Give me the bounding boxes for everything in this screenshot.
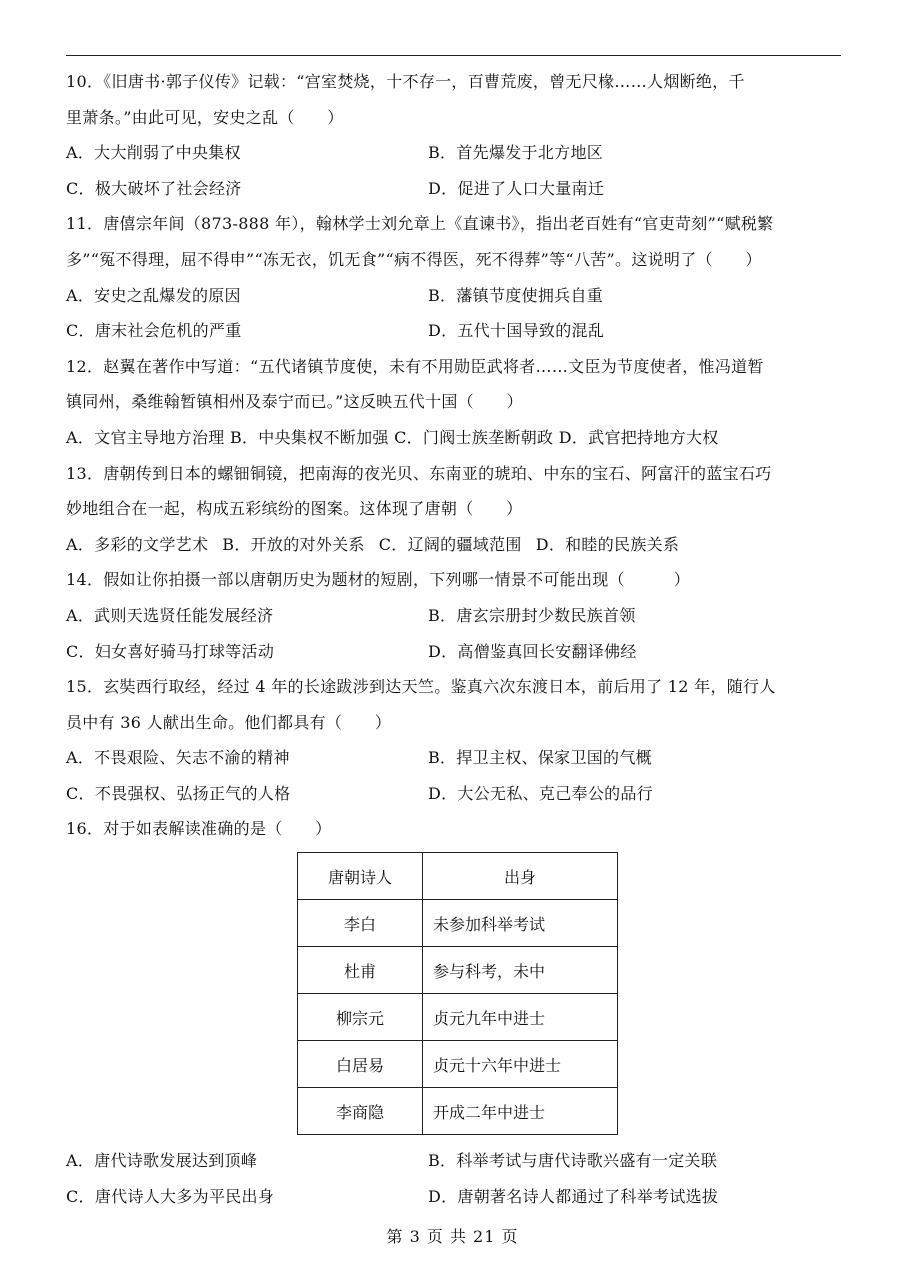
page-number: 第 3 页 共 21 页 [386,1227,519,1246]
option-row [66,313,841,349]
option-row-inline[interactable]: A．文官主导地方治理 B．中央集权不断加强 C．门阀士族垄断朝政 D．武官把持地方大权 [66,427,719,447]
option-a[interactable]: A．武则天选贤任能发展经济 [66,605,274,625]
question-16 [66,811,841,1214]
table-header: 唐朝诗人 [298,853,423,900]
option-d[interactable]: D．高僧鉴真回长安翻译佛经 [428,641,637,661]
table-row [298,1041,618,1088]
option-row [66,278,841,314]
option-d[interactable]: D．大公无私、克己奉公的品行 [428,783,654,803]
table-cell: 白居易 [298,1041,423,1088]
table-row [298,900,618,947]
option-row [66,1179,841,1215]
question-text: 10．《旧唐书·郭子仪传》记载：“宫室焚烧，十不存一，百曹荒废，曾无尺椽……人烟断绝，千 [66,72,745,91]
option-a[interactable]: A．大大削弱了中央集权 [66,143,241,163]
option-c[interactable]: C．唐代诗人大多为平民出身 [66,1186,275,1206]
table-cell: 未参加科举考试 [423,900,618,947]
table-row [298,1088,618,1135]
question-list [66,64,841,1214]
option-c[interactable]: C．辽阔的疆域范围 [378,534,522,554]
question-text: 镇同州，桑维翰暂镇相州及泰宁而已。”这反映五代十国（ ） [66,392,523,412]
table-cell: 柳宗元 [298,994,423,1041]
option-a[interactable]: A．不畏艰险、矢志不渝的精神 [66,748,290,768]
table-cell: 开成二年中进士 [423,1088,618,1135]
table-row [298,994,618,1041]
option-row [66,1143,841,1179]
question-text: 16．对于如表解读准确的是（ ） [66,819,332,839]
option-c[interactable]: C．不畏强权、弘扬正气的人格 [66,783,291,803]
table-row [298,947,618,994]
question-text: 妙地组合在一起，构成五彩缤纷的图案。这体现了唐朝（ ） [66,499,523,519]
question-text: 13．唐朝传到日本的螺钿铜镜，把南海的夜光贝、东南亚的琥珀、中东的宝石、阿富汗的蓝宝石巧 [66,463,772,483]
option-c[interactable]: C．唐末社会危机的严重 [66,321,242,341]
question-text: 员中有 36 人献出生命。他们都具有（ ） [66,712,392,732]
option-c[interactable]: C．妇女喜好骑马打球等活动 [66,641,275,661]
question-10 [66,64,841,206]
option-a[interactable]: A．多彩的文学艺术 [66,534,209,554]
table-cell: 贞元九年中进士 [423,994,618,1041]
option-b[interactable]: B．捍卫主权、保家卫国的气概 [428,748,652,768]
question-13 [66,456,841,563]
question-text: 多”“冤不得理，屈不得申”“冻无衣，饥无食”“病不得医，死不得葬”等“八苦”。这说明了（ ） [66,249,762,269]
option-b[interactable]: B．唐玄宗册封少数民族首领 [428,605,636,625]
table-cell: 贞元十六年中进士 [423,1041,618,1088]
question-12 [66,349,841,456]
option-b[interactable]: B．科举考试与唐代诗歌兴盛有一定关联 [428,1151,718,1171]
option-b[interactable]: B．首先爆发于北方地区 [428,143,604,163]
option-row [66,776,841,812]
option-d[interactable]: D．唐朝著名诗人都通过了科举考试选拔 [428,1186,719,1206]
option-b[interactable]: B．藩镇节度使拥兵自重 [428,285,604,305]
poets-table-wrap [66,847,841,1143]
table-cell: 参与科考，未中 [423,947,618,994]
question-14 [66,562,841,669]
option-row [66,598,841,634]
question-11 [66,206,841,348]
option-row [66,171,841,207]
question-text: 14．假如让你拍摄一部以唐朝历史为题材的短剧，下列哪一情景不可能出现（ ） [66,570,691,590]
option-a[interactable]: A．安史之乱爆发的原因 [66,285,241,305]
option-c[interactable]: C．极大破坏了社会经济 [66,178,242,198]
option-row [66,527,841,563]
question-text: 12．赵翼在著作中写道：“五代诸镇节度使，未有不用勋臣武将者……文臣为节度使者，惟冯道暂 [66,356,764,376]
table-cell: 李商隐 [298,1088,423,1135]
poets-table [297,852,618,1135]
option-row [66,135,841,171]
table-cell: 杜甫 [298,947,423,994]
table-header: 出身 [423,853,618,900]
question-15 [66,669,841,811]
option-b[interactable]: B．开放的对外关系 [222,534,365,554]
header-rule [66,55,841,56]
table-header-row [298,853,618,900]
question-text: 15．玄奘西行取经，经过 4 年的长途跋涉到达天竺。鉴真六次东渡日本，前后用了 12 年，随行人 [66,677,776,697]
option-a[interactable]: A．唐代诗歌发展达到顶峰 [66,1151,258,1171]
option-d[interactable]: D．促进了人口大量南迁 [428,178,605,198]
option-d[interactable]: D．五代十国导致的混乱 [428,321,605,341]
table-cell: 李白 [298,900,423,947]
option-row [66,634,841,670]
question-text: 11．唐僖宗年间（873-888 年），翰林学士刘允章上《直谏书》，指出老百姓有“官吏苛刻”“赋税繁 [66,214,774,234]
option-d[interactable]: D．和睦的民族关系 [535,534,680,554]
question-text: 里萧条。”由此可见，安史之乱（ ） [66,107,344,127]
option-row [66,740,841,776]
